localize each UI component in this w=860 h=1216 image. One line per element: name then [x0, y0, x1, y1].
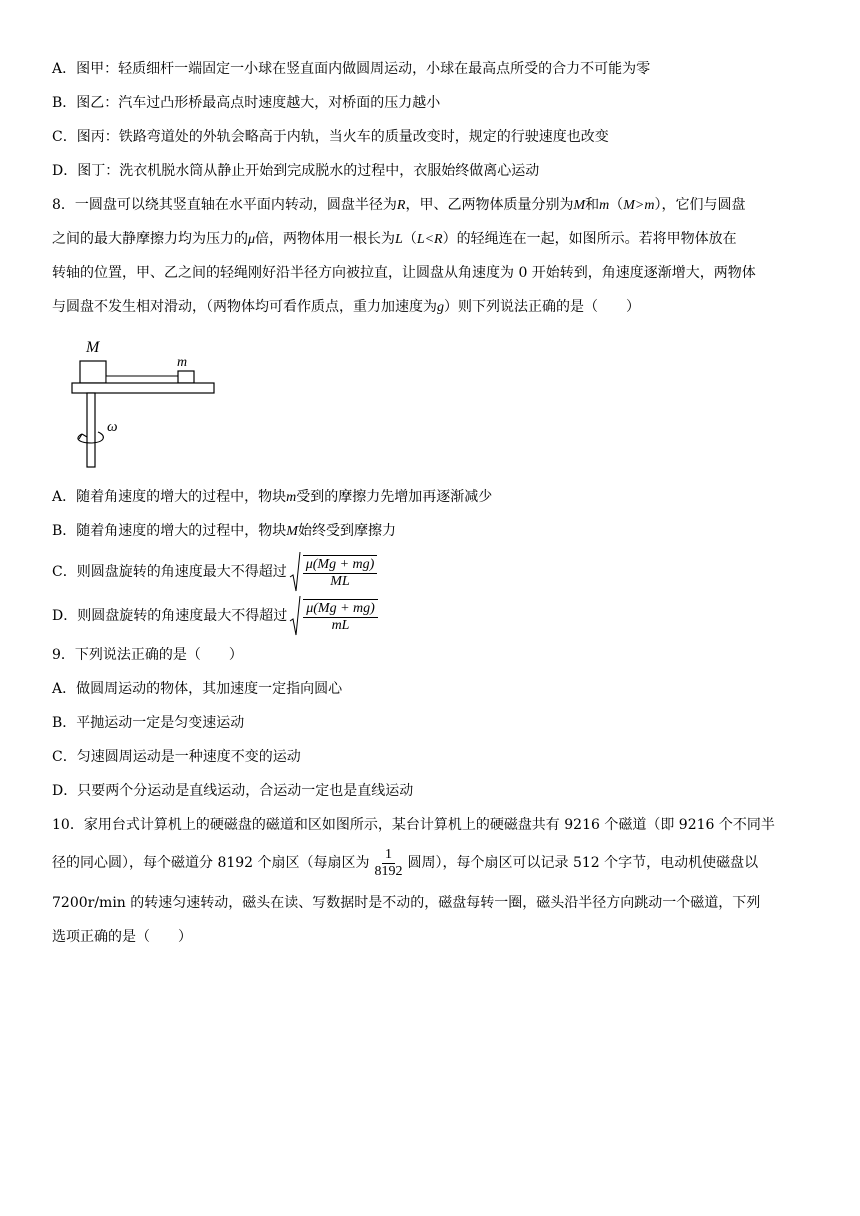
q9-option-b: B．平抛运动一定是匀变速运动 [52, 715, 245, 731]
q9-option-c: C．匀速圆周运动是一种速度不变的运动 [52, 749, 301, 765]
fraction-d: $\frac{\mu(Mg + mg)}{mL}$ [303, 599, 378, 634]
string [106, 376, 178, 383]
q9-option-a: A．做圆周运动的物体，其加速度一定指向圆心 [52, 681, 343, 697]
sqrt-expression-c [289, 551, 380, 593]
fraction-sector: $\frac{1}{8192}$ [374, 846, 403, 879]
sqrt-sign [289, 595, 301, 637]
disk [72, 383, 214, 393]
q10-stem-line3: 7200r/min 的转速匀速转动，磁头在读、写数据时是不动的，磁盘每转一圈，磁头沿半径方向跳动一个磁道，下列 [52, 895, 761, 911]
q8-option-b: B．随着角速度的增大的过程中，物块M始终受到摩擦力 [52, 523, 396, 539]
fraction-c: $\frac{\mu(Mg + mg)}{ML}$ [303, 555, 378, 590]
block-M [80, 361, 106, 383]
sqrt-sign [289, 551, 301, 593]
q7-option-c: C．图丙：铁路弯道处的外轨会略高于内轨，当火车的质量改变时，规定的行驶速度也改变 [52, 129, 609, 145]
q10-stem-line1: 10．家用台式计算机上的硬磁盘的磁道和区如图所示，某台计算机上的硬磁盘共有 9216 个磁道（即 9216 个不同半 [52, 817, 775, 833]
q8-option-a: A．随着角速度的增大的过程中，物块m受到的摩擦力先增加再逐渐减少 [52, 489, 493, 505]
turntable-figure [70, 336, 230, 480]
sqrt-expression-d [289, 595, 380, 637]
q8-stem-line3: 转轴的位置，甲、乙之间的轻绳刚好沿半径方向被拉直，让圆盘从角速度为 0 开始转到，角速度逐渐增大，两物体 [52, 265, 756, 281]
q9-option-d: D．只要两个分运动是直线运动，合运动一定也是直线运动 [52, 783, 414, 799]
axle [87, 393, 95, 467]
q8-option-c: C．则圆盘旋转的角速度最大不得超过 $\frac{\mu(Mg + mg)}{ML}$ [52, 551, 379, 593]
q8-stem-line2: 之间的最大静摩擦力均为压力的μ倍，两物体用一根长为L（L<R）的轻绳连在一起，如图所示。若将甲物体放在 [52, 231, 737, 247]
turntable-diagram [70, 336, 230, 476]
q9-stem: 9．下列说法正确的是（ ） [52, 647, 243, 663]
label-m: m [177, 355, 188, 370]
q8-stem-line1: 8．一圆盘可以绕其竖直轴在水平面内转动，圆盘半径为R，甲、乙两物体质量分别为M和m（M>m），它们与圆盘 [52, 197, 746, 213]
q7-option-b: B．图乙：汽车过凸形桥最高点时速度越大，对桥面的压力越小 [52, 95, 441, 111]
label-omega: ω [107, 419, 118, 435]
q10-stem-line4: 选项正确的是（ ） [52, 929, 192, 945]
q8-stem-line4: 与圆盘不发生相对滑动，（两物体均可看作质点，重力加速度为g）则下列说法正确的是（ ） [52, 299, 640, 315]
block-m [178, 371, 194, 383]
label-M: M [86, 339, 100, 356]
q8-option-d: D．则圆盘旋转的角速度最大不得超过 $\frac{\mu(Mg + mg)}{mL}$ [52, 595, 380, 637]
q7-option-d: D．图丁：洗衣机脱水筒从静止开始到完成脱水的过程中，衣服始终做离心运动 [52, 163, 540, 179]
q10-stem-line2: 径的同心圆），每个磁道分 8192 个扇区（每扇区为 $\frac{1}{8192}$ 圆周），每个扇区可以记录 512 个字节，电动机使磁盘以 [52, 846, 759, 879]
q7-option-a: A．图甲：轻质细杆一端固定一小球在竖直面内做圆周运动，小球在最高点所受的合力不可能为零 [52, 61, 651, 77]
